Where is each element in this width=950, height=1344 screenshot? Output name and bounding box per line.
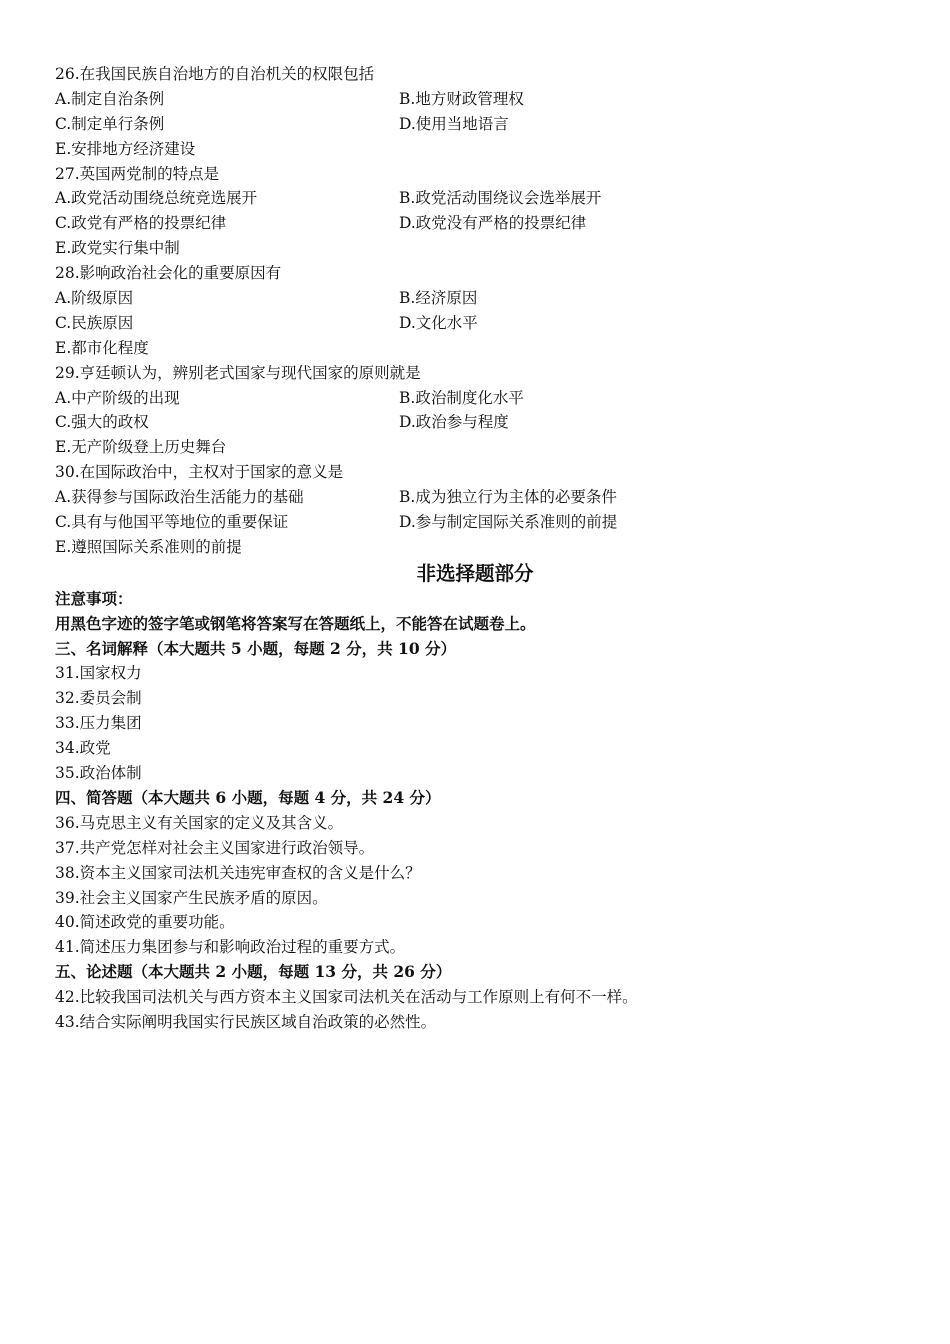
option-c: C.民族原因 [55,313,134,332]
question-item: 41.简述压力集团参与和影响政治过程的重要方式。 [55,938,406,957]
section-heading: 四、简答题（本大题共 6 小题，每题 4 分，共 24 分） [55,787,441,807]
question-stem: 28.影响政治社会化的重要原因有 [55,264,282,283]
option-row [55,386,915,411]
option-d: D.政党没有严格的投票纪律 [399,214,587,233]
option-c: C.制定单行条例 [55,114,165,133]
option-b: B.成为独立行为主体的必要条件 [399,488,617,507]
option-row [55,311,915,336]
option-b: B.经济原因 [399,289,478,308]
option-b: B.政党活动围绕议会选举展开 [399,189,602,208]
question-item: 34.政党 [55,739,111,758]
option-a: A.政党活动围绕总统竞选展开 [55,189,258,208]
option-d: D.使用当地语言 [399,114,509,133]
question-stem: 27.英国两党制的特点是 [55,164,220,183]
question-item: 32.委员会制 [55,689,142,708]
notice-text: 用黑色字迹的签字笔或钢笔将答案写在答题纸上，不能答在试题卷上。 [55,613,536,633]
section-heading: 五、论述题（本大题共 2 小题，每题 13 分，共 26 分） [55,962,452,982]
option-row [55,211,915,236]
question-item: 35.政治体制 [55,764,142,783]
option-e: E.安排地方经济建设 [55,139,196,158]
question-item: 33.压力集团 [55,714,142,733]
option-e: E.遵照国际关系准则的前提 [55,537,242,556]
option-d: D.政治参与程度 [399,413,509,432]
question-item: 42.比较我国司法机关与西方资本主义国家司法机关在活动与工作原则上有何不一样。 [55,988,638,1007]
option-c: C.具有与他国平等地位的重要保证 [55,513,289,532]
option-row [55,510,915,535]
option-e: E.无产阶级登上历史舞台 [55,438,227,457]
option-d: D.参与制定国际关系准则的前提 [399,513,618,532]
question-item: 40.简述政党的重要功能。 [55,913,235,932]
question-item: 31.国家权力 [55,664,142,683]
question-stem: 30.在国际政治中，主权对于国家的意义是 [55,463,344,482]
option-a: A.阶级原因 [55,289,134,308]
option-row [55,87,915,112]
option-a: A.获得参与国际政治生活能力的基础 [55,488,304,507]
option-b: B.地方财政管理权 [399,89,524,108]
question-item: 36.马克思主义有关国家的定义及其含义。 [55,813,344,832]
option-row [55,286,915,311]
option-c: C.政党有严格的投票纪律 [55,214,227,233]
question-item: 38.资本主义国家司法机关违宪审查权的含义是什么？ [55,863,421,882]
option-e: E.都市化程度 [55,338,149,357]
exam-page [55,62,915,1035]
option-a: A.中产阶级的出现 [55,388,180,407]
option-a: A.制定自治条例 [55,89,165,108]
option-d: D.文化水平 [399,313,478,332]
option-row [55,112,915,137]
question-item: 39.社会主义国家产生民族矛盾的原因。 [55,888,328,907]
part-title: 非选择题部分 [416,561,534,585]
section-heading: 三、名词解释（本大题共 5 小题，每题 2 分，共 10 分） [55,638,457,658]
option-row [55,485,915,510]
option-c: C.强大的政权 [55,413,149,432]
notice-heading: 注意事项： [55,588,133,608]
question-stem: 29.亨廷顿认为，辨别老式国家与现代国家的原则就是 [55,363,421,382]
question-stem: 26.在我国民族自治地方的自治机关的权限包括 [55,65,375,83]
question-item: 43.结合实际阐明我国实行民族区域自治政策的必然性。 [55,1012,437,1031]
option-row [55,186,915,211]
option-b: B.政治制度化水平 [399,388,524,407]
option-row [55,410,915,435]
question-item: 37.共产党怎样对社会主义国家进行政治领导。 [55,838,375,857]
option-e: E.政党实行集中制 [55,239,180,258]
